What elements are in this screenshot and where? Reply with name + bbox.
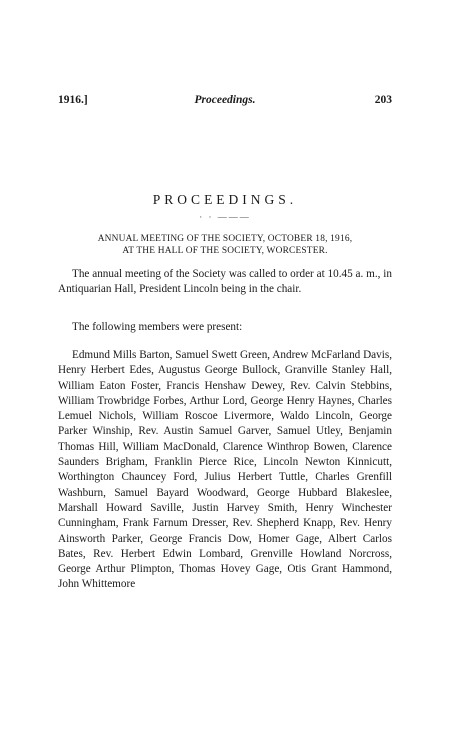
section-title: PROCEEDINGS. — [152, 192, 298, 207]
meeting-heading — [58, 234, 392, 257]
running-header — [58, 94, 392, 110]
members-present-paragraph: The following members were present: — [72, 321, 243, 333]
header-year: 1916.] — [58, 94, 88, 106]
title-ornament: · · ——— — [199, 212, 251, 222]
members-list-paragraph: Edmund Mills Barton, Samuel Swett Green, Andrew McFarland Davis, Henry Herbert Edes, Augustus George Bullock, Granville Stanley Hall, William Eaton Foster, Francis Henshaw Dewey, Rev. Calvin Stebbins, William Trowbridge Forbes, Arthur Lord, George Henry Haynes, Charles Lemuel Nichols, William Roscoe Livermore, Waldo Lincoln, George Parker Winship, Rev. Austin Samuel Garver, Samuel Utley, Benjamin Thomas Hill, William MacDonald, Clarence Winthrop Bowen, Clarence Saunders Brigham, Franklin Pierce Rice, Lincoln Newton Kinnicutt, Worthington Chauncey Ford, Julius Herbert Tuttle, Charles Grenfill Washburn, Samuel Bayard Woodward, George Hubbard Blakeslee, Marshall Howard Saville, Justin Harvey Smith, Henry Winchester Cunningham, Frank Farnum Dresser, Rev. Shepherd Knapp, Rev. Henry Ainsworth Parker, George Francis Dow, Homer Gage, Albert Carlos Bates, Rev. Herbert Edwin Lombard, Grenville Howland Norcross, George Arthur Plimpton, Thomas Hovey Gage, Otis Grant Hammond, John Whittemore — [58, 349, 392, 591]
meeting-heading-line-2: AT THE HALL OF THE SOCIETY, WORCESTER. — [122, 245, 328, 256]
header-running-title: Proceedings. — [194, 94, 256, 106]
meeting-heading-line-1: ANNUAL MEETING OF THE SOCIETY, OCTOBER 18, 1916, — [97, 234, 353, 244]
intro-paragraph: The annual meeting of the Society was called to order at 10.45 a. m., in Antiquarian Hall, President Lincoln being in the chair. — [58, 268, 392, 296]
page-number: 203 — [374, 94, 392, 106]
